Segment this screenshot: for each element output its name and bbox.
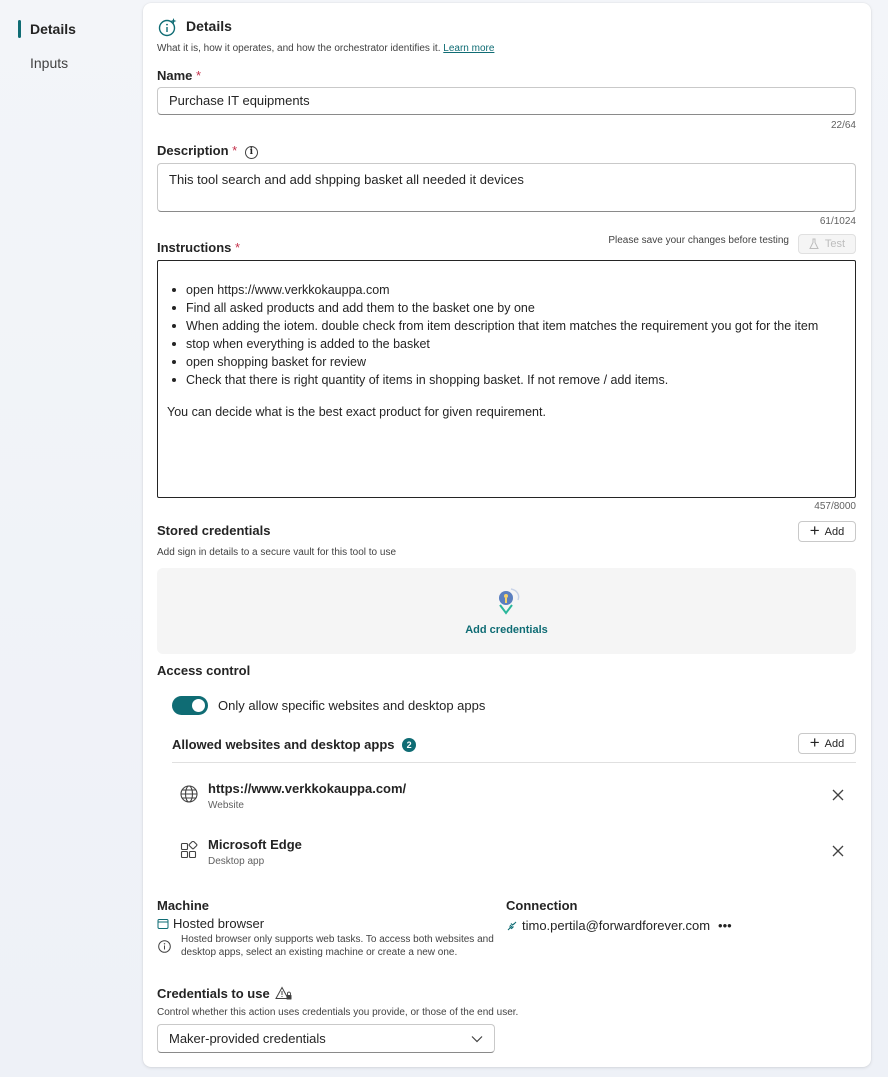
allowed-item bbox=[172, 769, 856, 815]
info-icon bbox=[158, 940, 171, 953]
remove-icon[interactable] bbox=[830, 787, 846, 803]
divider bbox=[172, 762, 856, 763]
remove-icon[interactable] bbox=[830, 843, 846, 859]
chevron-down-icon bbox=[471, 1035, 483, 1043]
details-card bbox=[143, 3, 871, 1067]
apps-icon bbox=[180, 841, 198, 859]
allowed-item-title: https://www.verkkokauppa.com/ bbox=[208, 781, 407, 796]
globe-icon bbox=[180, 785, 198, 803]
description-label-text: Description bbox=[157, 143, 229, 158]
machine-value-text: Hosted browser bbox=[173, 916, 265, 931]
flask-icon bbox=[809, 238, 819, 250]
allow-specific-toggle[interactable] bbox=[172, 696, 208, 715]
plus-icon: + bbox=[809, 521, 820, 540]
test-button[interactable] bbox=[798, 234, 856, 254]
warning-lock-icon[interactable] bbox=[275, 986, 293, 1001]
name-counter: 22/64 bbox=[830, 120, 856, 131]
info-icon[interactable]: i bbox=[245, 146, 258, 159]
machine-value[interactable] bbox=[157, 916, 264, 931]
description-label bbox=[157, 143, 258, 159]
credentials-to-use-subtitle: Control whether this action uses credentials you provide, or those of the end user. bbox=[157, 1007, 519, 1018]
allowed-item-type: Desktop app bbox=[208, 856, 265, 867]
instructions-counter: 457/8000 bbox=[814, 501, 856, 512]
plus-icon: + bbox=[809, 733, 820, 752]
description-counter: 61/1024 bbox=[819, 216, 856, 227]
add-label: Add bbox=[824, 525, 845, 538]
stored-credentials-subtitle: Add sign in details to a secure vault for this tool to use bbox=[157, 547, 397, 558]
add-credentials-link[interactable]: Add credentials bbox=[465, 624, 548, 636]
machine-label: Machine bbox=[157, 898, 210, 913]
machine-note: Hosted browser only supports web tasks. To access both websites and desktop apps, select an existing machine or create a new one. bbox=[181, 934, 494, 958]
connection-value[interactable] bbox=[506, 918, 732, 933]
toggle-label: Only allow specific websites and desktop apps bbox=[218, 698, 486, 713]
header-subtitle-text: What it is, how it operates, and how the orchestrator identifies it. bbox=[157, 43, 441, 54]
add-label: Add bbox=[824, 737, 845, 750]
sparkle-info-icon bbox=[158, 17, 178, 37]
name-label bbox=[157, 68, 201, 83]
allowed-item-type: Website bbox=[208, 800, 244, 811]
allowed-item bbox=[172, 825, 856, 871]
credentials-empty-state bbox=[157, 568, 856, 654]
key-vault-icon bbox=[493, 585, 523, 617]
test-button-label: Test bbox=[824, 238, 846, 250]
learn-more-link[interactable]: Learn more bbox=[443, 43, 495, 54]
instructions-list bbox=[167, 281, 846, 389]
count-badge: 2 bbox=[402, 738, 416, 752]
header-subtitle bbox=[157, 43, 494, 54]
credentials-to-use-text: Credentials to use bbox=[157, 986, 270, 1001]
page-title: Details bbox=[186, 18, 232, 34]
credentials-dropdown[interactable] bbox=[157, 1024, 495, 1053]
instructions-label bbox=[157, 240, 240, 255]
list-item: stop when everything is added to the basket bbox=[167, 335, 846, 353]
list-item: Find all asked products and add them to the basket one by one bbox=[167, 299, 846, 317]
instructions-paragraph: You can decide what is the best exact product for given requirement. bbox=[167, 405, 546, 419]
browser-icon bbox=[157, 918, 169, 930]
name-label-text: Name bbox=[157, 68, 193, 83]
list-item: open https://www.verkkokauppa.com bbox=[167, 281, 846, 299]
access-control-title: Access control bbox=[157, 663, 251, 678]
list-item: When adding the iotem. double check from item description that item matches the requirement you got for the item bbox=[167, 317, 846, 335]
nav-item-inputs[interactable]: Inputs bbox=[30, 55, 69, 71]
credentials-selected-value: Maker-provided credentials bbox=[169, 1031, 326, 1046]
connection-label: Connection bbox=[506, 898, 578, 913]
instructions-label-text: Instructions bbox=[157, 240, 232, 255]
allowed-title bbox=[172, 737, 416, 752]
required-marker: * bbox=[196, 68, 202, 83]
add-allowed-app-button[interactable] bbox=[798, 733, 856, 754]
more-options-button[interactable]: ••• bbox=[718, 918, 732, 933]
save-hint: Please save your changes before testing bbox=[608, 235, 789, 246]
allowed-title-text: Allowed websites and desktop apps bbox=[172, 737, 395, 752]
list-item: Check that there is right quantity of items in shopping basket. If not remove / add items. bbox=[167, 371, 846, 389]
connection-email: timo.pertila@forwardforever.com bbox=[522, 918, 711, 933]
instructions-editor[interactable] bbox=[157, 260, 856, 498]
description-textarea[interactable]: This tool search and add shpping basket all needed it devices bbox=[157, 163, 856, 212]
required-marker: * bbox=[235, 240, 241, 255]
stored-credentials-title: Stored credentials bbox=[157, 523, 271, 538]
add-credentials-button[interactable] bbox=[798, 521, 856, 542]
plug-icon bbox=[506, 920, 518, 932]
credentials-to-use-label bbox=[157, 986, 293, 1001]
name-input[interactable]: Purchase IT equipments bbox=[157, 87, 856, 115]
nav-item-details[interactable]: Details bbox=[18, 18, 76, 40]
list-item: open shopping basket for review bbox=[167, 353, 846, 371]
required-marker: * bbox=[232, 143, 238, 158]
allowed-item-title: Microsoft Edge bbox=[208, 837, 302, 852]
